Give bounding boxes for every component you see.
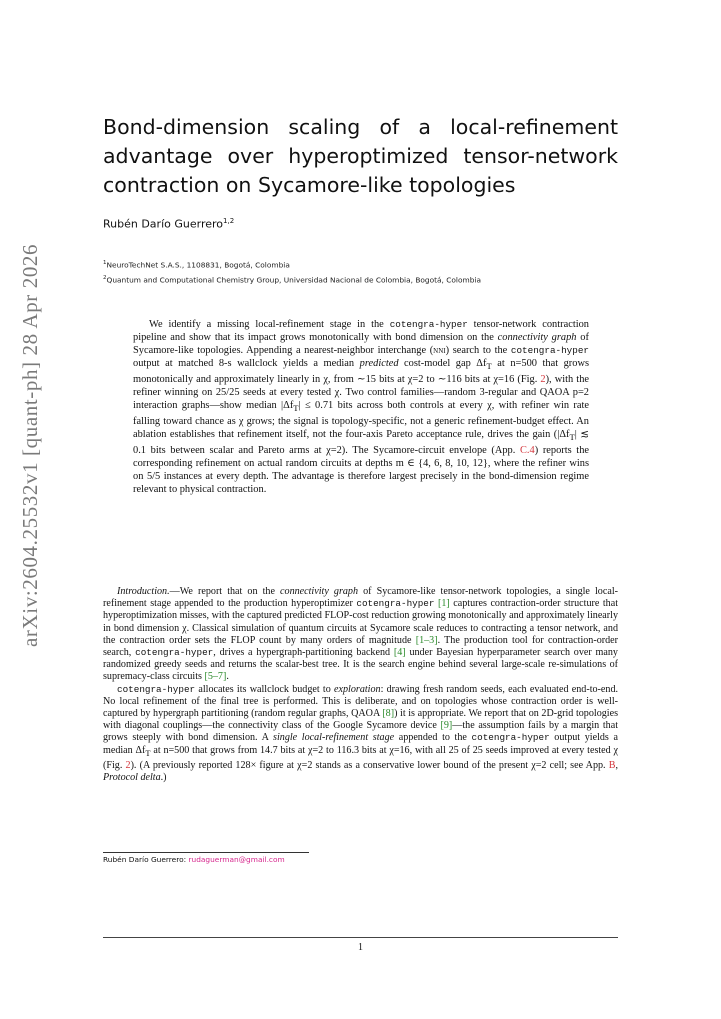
paper-title: Bond-dimension scaling of a local-refinement advantage over hyperoptimized tensor-network contraction on Sycamore-like topologies	[103, 115, 618, 197]
abstract-text: We identify a missing local-refinement stage in the cotengra-hyper tensor-network contraction pipeline and show that its impact grows monotonically with bond dimension on the connectivity graph of Sycamore-like topologies. Appending a nearest-neighbor interchange (nni) search to the cotengra-hyper output at matched 8-s wallclock yields a median predicted cost-model gap $\Delta f_T$ at n=500 that grows monotonically and approximately linearly in χ, from ∼15 bits at χ=2 to ∼116 bits at χ=16 (Fig. 2), with the refiner winning on 25/25 seeds at every tested χ. Two control families—random 3-regular and QAOA p=2 interaction graphs—show median $|\Delta f_T| \le 0.71$ bits across both controls at every χ, with refiner win rate falling toward chance as χ grows; the signal is topology-specific, not a generic refinement-budget effect. An ablation establishes that refinement itself, not the four-axis Pareto acceptance rule, drives the gain ($|\Delta f_T|$ ≲ 0.1 bits between scalar and Pareto arms at χ=2). The Sycamore-circuit envelope (App. C.4) reports the corresponding refinement on actual random circuits at depths m ∈ {4, 6, 8, 10, 12}, where the refiner wins on 5/5 instances at every depth. The advantage is therefore largest precisely in the bond-dimension regime relevant to physical contraction.	[133, 319, 590, 496]
intro-paragraph-2: cotengra-hyper allocates its wallclock budget to exploration: drawing fresh random seeds, each evaluated end-to-end. No local refinement of the final tree is performed. This is deliberate, and on topologies whose contraction order is well-captured by hypergraph partitioning (random regular graphs, QAOA [8]) it is appropriate. We report that on 2D-grid topologies with diagonal couplings—the connectivity class of the Google Sycamore device [9]—the assumption fails by a margin that grows steeply with bond dimension. A single local-refinement stage appended to the cotengra-hyper output yields a median $\Delta f_T$ at n=500 that grows from 14.7 bits at χ=2 to 116.3 bits at χ=16, with all 25 of 25 seeds improved at every tested χ (Fig. 2). (A previously reported 128× figure at χ=2 stands as a conservative lower bound of the present χ=2 cell; see App. B, Protocol delta.)	[103, 683, 619, 784]
citation-link[interactable]: [4]	[393, 647, 406, 659]
section-run-in: Introduction.	[117, 586, 170, 597]
citation-link[interactable]: [8]	[382, 708, 395, 720]
appendix-link[interactable]: C.4	[520, 445, 535, 457]
citation-link[interactable]: [5–7]	[204, 671, 227, 683]
footnote-rule	[103, 852, 309, 853]
citation-link[interactable]: [1]	[438, 598, 450, 610]
author-line	[103, 217, 234, 231]
affil-mark: 2	[103, 275, 107, 281]
affil-text: NeuroTechNet S.A.S., 1108831, Bogotá, Colombia	[106, 260, 290, 270]
author-affil-marks: 1,2	[223, 217, 235, 225]
main-text	[103, 586, 618, 784]
code-term: cotengra-hyper	[117, 683, 196, 695]
abstract	[133, 318, 589, 496]
page-number: 1	[358, 942, 363, 953]
code-term: cotengra-hyper	[356, 598, 435, 610]
code-term: cotengra-hyper	[471, 732, 550, 744]
affiliation-1	[103, 260, 618, 269]
code-term: cotengra-hyper	[510, 345, 589, 356]
corresponding-author-footnote: Rubén Darío Guerrero: rudaguerman@gmail.com	[103, 855, 285, 864]
arxiv-stamp: arXiv:2604.25532v1 [quant-ph] 28 Apr 2026	[18, 243, 42, 647]
page-footer-rule	[103, 937, 618, 938]
affiliation-2	[103, 275, 618, 284]
citation-link[interactable]: [1–3]	[415, 634, 438, 646]
affil-mark: 1	[103, 260, 107, 266]
author-name: Rubén Darío Guerrero	[103, 217, 224, 231]
code-term: cotengra-hyper	[389, 319, 468, 330]
figure-link[interactable]: 2	[125, 759, 131, 771]
email-link[interactable]: rudaguerman@gmail.com	[188, 855, 285, 864]
affil-text: Quantum and Computational Chemistry Group, Universidad Nacional de Colombia, Bogotá, Colombia	[106, 275, 481, 285]
appendix-link[interactable]: B	[608, 759, 616, 771]
citation-link[interactable]: [9]	[440, 720, 453, 732]
code-term: cotengra-hyper	[135, 647, 214, 659]
intro-paragraph-1: Introduction.—We report that on the connectivity graph of Sycamore-like tensor-network topologies, a single local-refinement stage appended to the production hyperoptimizer cotengra-hyper [1] captures contraction-order structure that hyperoptimization misses, with the captured predicted FLOP-cost reduction growing monotonically and approximately linearly in bond dimension χ. Classical simulation of quantum circuits at Sycamore scale reduces to contracting a tensor network, and the contraction order sets the FLOP count by many orders of magnitude [1–3]. The production tool for contraction-order search, cotengra-hyper, drives a hypergraph-partitioning backend [4] under Bayesian hyperparameter search over many randomized greedy seeds and returns the scalar-best tree. It is the search engine behind several large-scale re-simulations of supremacy-class circuits [5–7].	[103, 586, 619, 683]
figure-link[interactable]: 2	[540, 374, 546, 386]
